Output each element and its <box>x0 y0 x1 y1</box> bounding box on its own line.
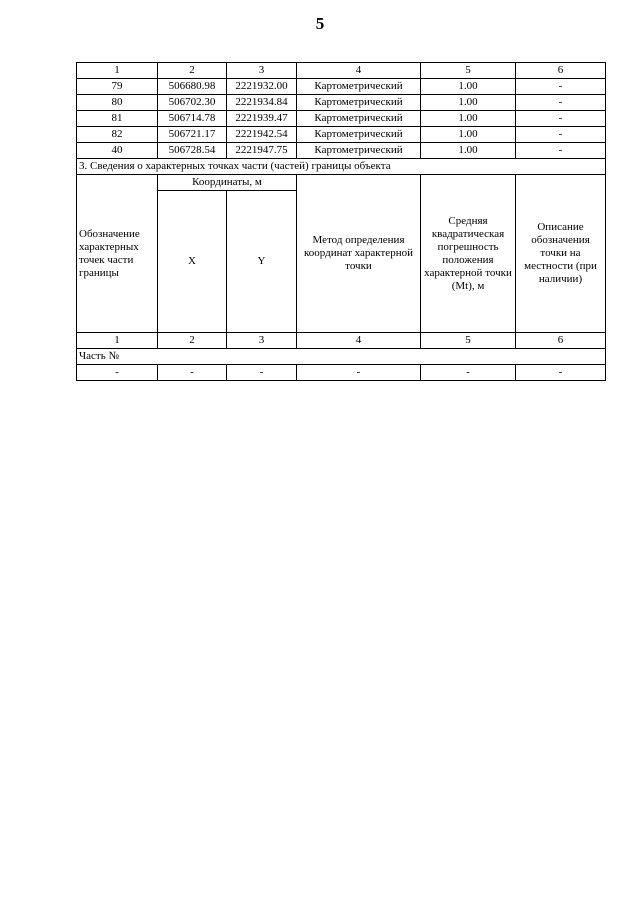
method-header: Метод определения координат характерной точки <box>297 175 421 333</box>
point-number: 81 <box>77 111 158 127</box>
column-number: 4 <box>297 63 421 79</box>
method: Картометрический <box>297 95 421 111</box>
column-number-row <box>77 63 606 79</box>
coordinate-x: 506680.98 <box>158 79 227 95</box>
coordinate-x: 506721.17 <box>158 127 227 143</box>
part-label: Часть № <box>77 349 606 365</box>
empty-cell: - <box>516 365 606 381</box>
coordinate-y: 2221932.00 <box>227 79 297 95</box>
boundary-points-table <box>76 62 606 381</box>
coordinate-y: 2221939.47 <box>227 111 297 127</box>
table-row <box>77 79 606 95</box>
point-number: 80 <box>77 95 158 111</box>
description: - <box>516 111 606 127</box>
description: - <box>516 79 606 95</box>
column-number-row <box>77 333 606 349</box>
accuracy: 1.00 <box>421 95 516 111</box>
column-number: 4 <box>297 333 421 349</box>
y-header: Y <box>227 191 297 333</box>
empty-cell: - <box>77 365 158 381</box>
method: Картометрический <box>297 111 421 127</box>
empty-cell: - <box>158 365 227 381</box>
section-title-row <box>77 159 606 175</box>
accuracy: 1.00 <box>421 111 516 127</box>
column-number: 5 <box>421 63 516 79</box>
page-number: 5 <box>315 14 325 33</box>
description-header: Описание обозначения точки на местности (при наличии) <box>516 175 606 333</box>
table-row <box>77 127 606 143</box>
coordinate-y: 2221947.75 <box>227 143 297 159</box>
column-number: 2 <box>158 333 227 349</box>
accuracy: 1.00 <box>421 127 516 143</box>
column-number: 1 <box>77 63 158 79</box>
accuracy-header: Средняя квадратическая погрешность положения характерной точки (Mt), м <box>421 175 516 333</box>
method: Картометрический <box>297 79 421 95</box>
table-row <box>77 365 606 381</box>
method: Картометрический <box>297 127 421 143</box>
empty-cell: - <box>297 365 421 381</box>
section-3-title: 3. Сведения о характерных точках части (частей) границы объекта <box>77 159 606 175</box>
column-number: 3 <box>227 63 297 79</box>
column-number: 2 <box>158 63 227 79</box>
point-number: 40 <box>77 143 158 159</box>
point-number: 82 <box>77 127 158 143</box>
coordinate-x: 506728.54 <box>158 143 227 159</box>
designation-header: Обозначение характерных точек части границы <box>77 175 158 333</box>
coordinate-y: 2221934.84 <box>227 95 297 111</box>
table-row <box>77 111 606 127</box>
description: - <box>516 127 606 143</box>
column-number: 5 <box>421 333 516 349</box>
coordinate-x: 506702.30 <box>158 95 227 111</box>
table-row <box>77 95 606 111</box>
empty-cell: - <box>421 365 516 381</box>
column-number: 6 <box>516 333 606 349</box>
description: - <box>516 143 606 159</box>
column-number: 3 <box>227 333 297 349</box>
point-number: 79 <box>77 79 158 95</box>
accuracy: 1.00 <box>421 143 516 159</box>
column-number: 6 <box>516 63 606 79</box>
accuracy: 1.00 <box>421 79 516 95</box>
empty-cell: - <box>227 365 297 381</box>
coordinate-y: 2221942.54 <box>227 127 297 143</box>
description: - <box>516 95 606 111</box>
x-header: X <box>158 191 227 333</box>
method: Картометрический <box>297 143 421 159</box>
header-row <box>77 175 606 191</box>
part-row <box>77 349 606 365</box>
coordinate-x: 506714.78 <box>158 111 227 127</box>
column-number: 1 <box>77 333 158 349</box>
coordinates-header: Координаты, м <box>158 175 297 191</box>
table-row <box>77 143 606 159</box>
